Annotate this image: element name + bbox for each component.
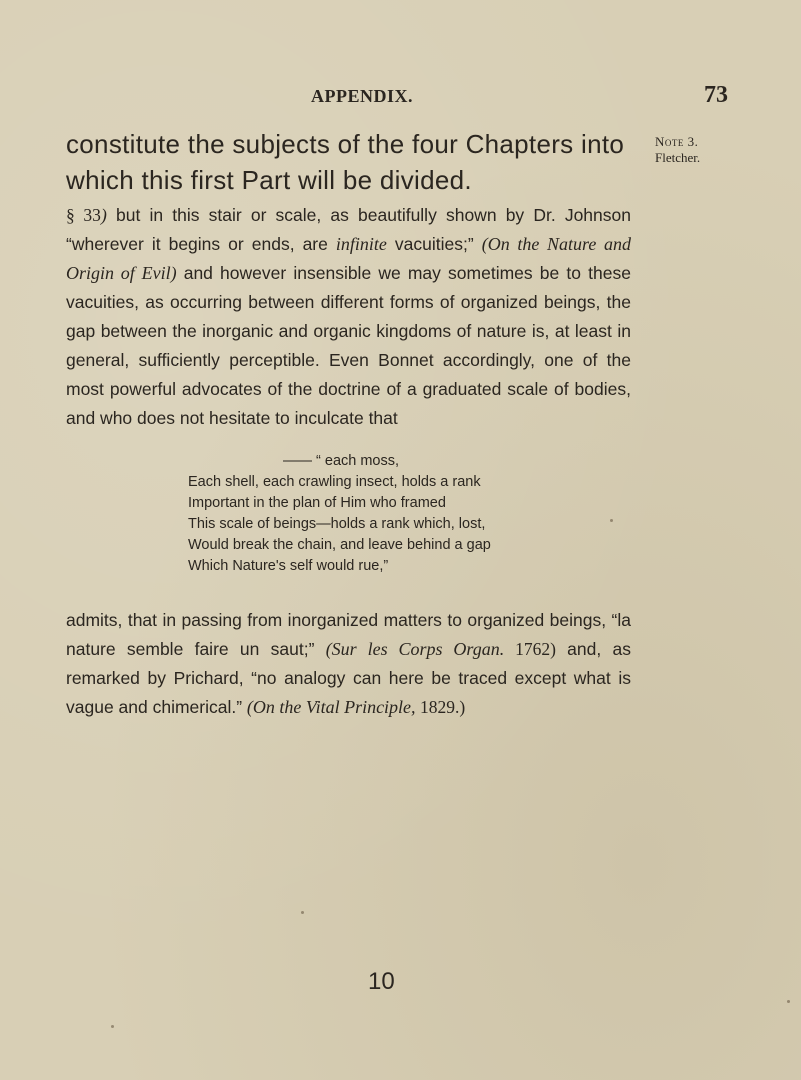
paper-speck — [301, 911, 304, 914]
citation-prichard-year: 1829.) — [415, 697, 466, 717]
citation-johnson: (On the Nature and Origin of Evil) — [66, 234, 631, 283]
paragraph-2-text — [66, 606, 631, 722]
paragraph-1-part-1: but in this stair or scale, as beautifully shown by Dr. Johnson “wherever it begins or ends, are — [66, 205, 631, 254]
paper-speck — [787, 1000, 790, 1003]
citation-prichard: (On the Vital Principle, — [246, 697, 416, 717]
signature-mark: 10 — [368, 968, 395, 995]
citation-bonnet-year: 1762) — [504, 639, 556, 659]
margin-note — [655, 134, 700, 166]
poem-line: This scale of beings—holds a rank which, lost, — [188, 516, 486, 532]
paragraph-1-text: § 33) but in this stair or scale, as beautifully shown by Dr. Johnson “wherever it begins or ends, are infinite vacuities;” (On the Nature and Origin of Evil) and however insensible we may sometimes be to these vacuities, as occurring between different forms of organized beings, the gap between the inorganic and organic kingdoms of nature is, at least in general, sufficiently perceptible. Even Bonnet accordingly, one of the most powerful advocates of the doctrine of a graduated scale of bodies, and who does not hesitate to inculcate that — [66, 205, 631, 428]
italic-infinite: infinite — [335, 234, 387, 254]
lead-text: constitute the subjects of the four Chapters into which this first Part will be divided. — [66, 129, 625, 195]
poem-line: —— “ each moss, — [283, 453, 400, 469]
page-number: 73 — [704, 82, 728, 108]
margin-note-label: Note 3. — [655, 134, 699, 149]
poem-quotation — [188, 451, 568, 577]
paragraph-2 — [66, 606, 631, 722]
running-head: APPENDIX. — [311, 86, 413, 106]
lead-paragraph — [66, 126, 656, 198]
paragraph-1 — [66, 201, 631, 433]
citation-bonnet: (Sur les Corps Organ. — [325, 639, 505, 659]
section-mark: § 33 — [66, 205, 101, 225]
margin-note-name: Fletcher. — [655, 150, 701, 165]
paragraph-2-part-2: and, as remarked by Prichard, “no analogy can here be traced except what is vague and chimerical.” — [66, 639, 631, 717]
paragraph-1-part-3: and however insensible we may sometimes be to these vacuities, as occurring between different forms of organized beings, the gap between the inorganic and organic kingdoms of nature is, at least in general, sufficiently perceptible. Even Bonnet accordingly, one of the most powerful advocates of the doctrine of a graduated scale of bodies, and who does not hesitate to inculcate that — [66, 263, 631, 428]
poem-line: Each shell, each crawling insect, holds a rank — [188, 474, 481, 490]
poem-line: Which Nature's self would rue,” — [188, 558, 389, 574]
paper-speck — [610, 519, 613, 522]
paragraph-2-part-1: admits, that in passing from inorganized matters to organized beings, “la nature semble faire un saut;” — [66, 610, 631, 659]
paper-speck — [111, 1025, 114, 1028]
paragraph-1-part-2: vacuities;” — [386, 234, 482, 254]
poem-line: Important in the plan of Him who framed — [188, 495, 446, 511]
poem-line: Would break the chain, and leave behind a gap — [188, 537, 491, 553]
